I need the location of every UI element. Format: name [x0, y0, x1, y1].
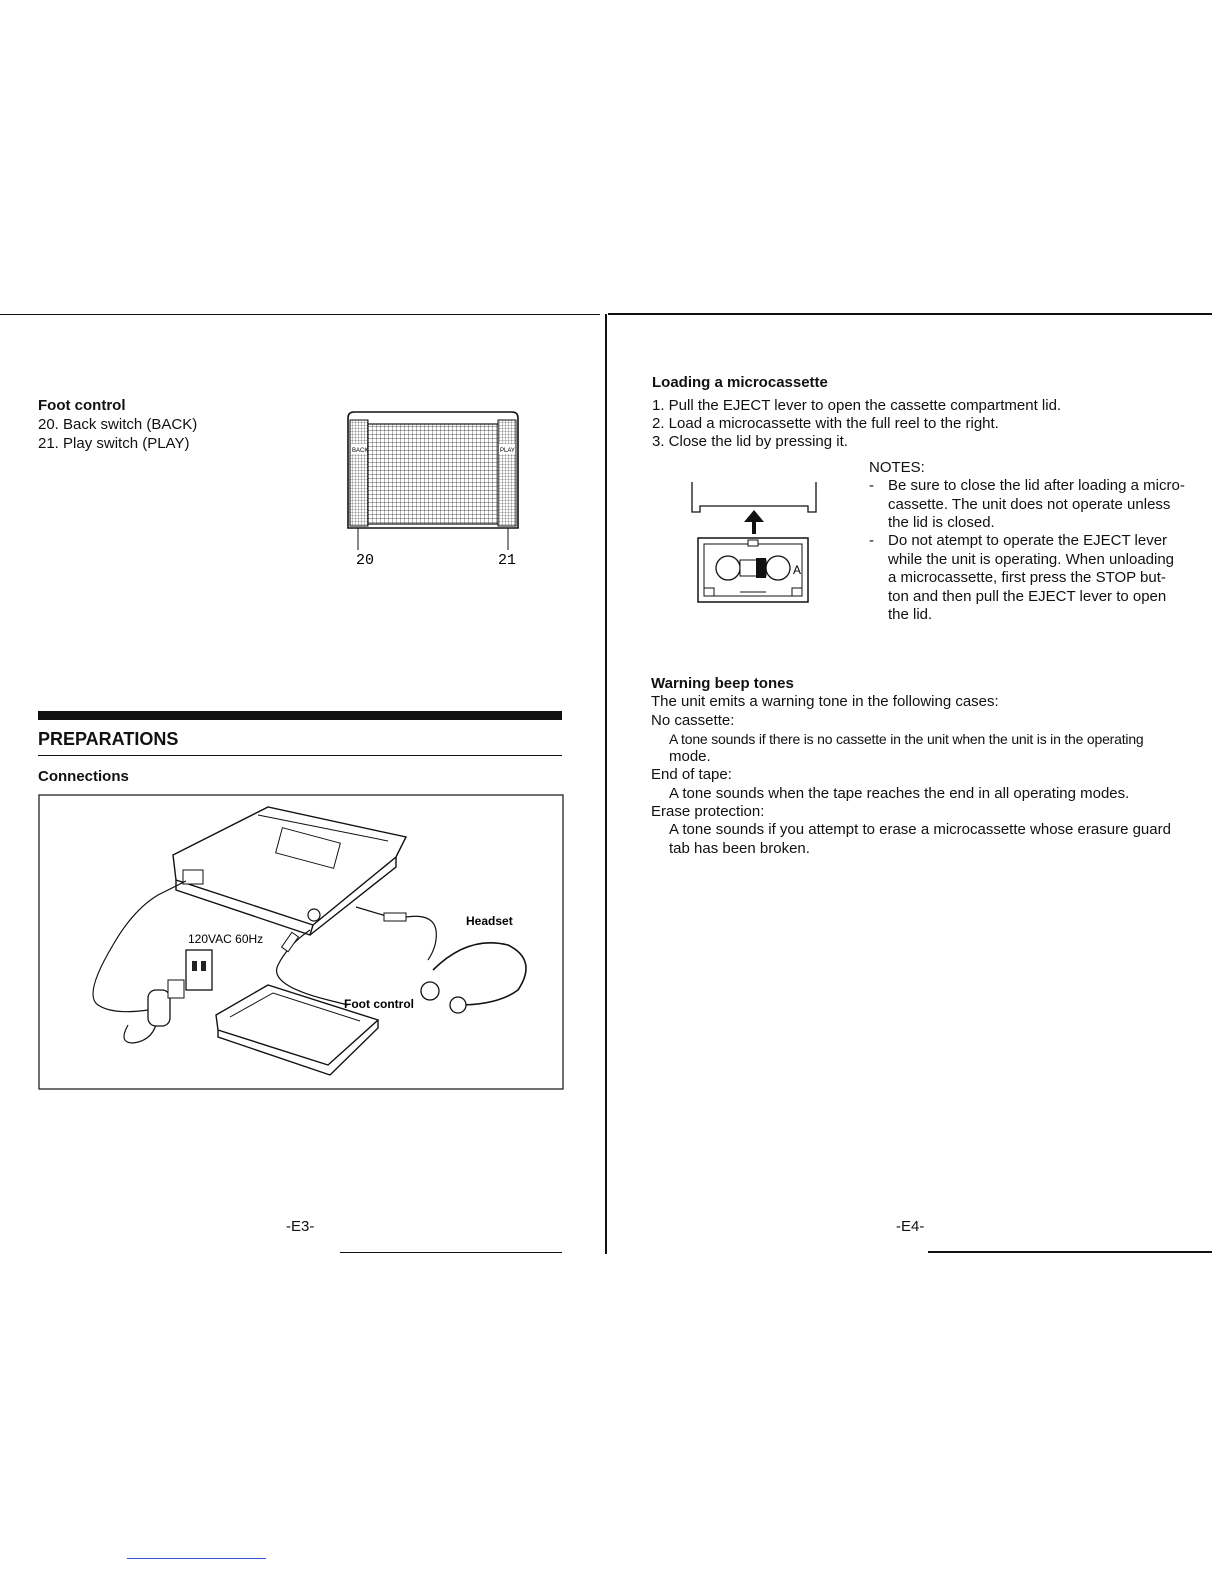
- foot-control-item-20: 20. Back switch (BACK): [38, 416, 198, 433]
- top-rule-right: [608, 313, 1212, 315]
- note-2-line-3: a microcassette, first press the STOP but-: [888, 569, 1166, 586]
- page-number-left: -E3-: [286, 1218, 315, 1235]
- loading-step-3: 3. Close the lid by pressing it.: [652, 433, 848, 450]
- case-3-title: Erase protection:: [651, 803, 765, 820]
- case-2-title: End of tape:: [651, 766, 732, 783]
- note-2-line-1: Do not atempt to operate the EJECT lever: [888, 532, 1168, 549]
- notes-title: NOTES:: [869, 459, 925, 476]
- center-divider: [605, 314, 607, 1254]
- footer-link-line: [127, 1558, 266, 1559]
- cassette-side-label: A: [793, 563, 802, 577]
- play-switch-label: PLAY: [500, 448, 515, 454]
- preparations-title: PREPARATIONS: [38, 729, 179, 749]
- case-2-line-1: A tone sounds when the tape reaches the end in all operating modes.: [669, 785, 1130, 802]
- note-2-line-4: ton and then pull the EJECT lever to open: [888, 588, 1167, 605]
- loading-heading: Loading a microcassette: [652, 374, 828, 391]
- note-1-dash: -: [869, 477, 874, 494]
- loading-step-2: 2. Load a microcassette with the full reel to the right.: [652, 415, 999, 432]
- case-1-line-1: A tone sounds if there is no cassette in the unit when the unit is in the operating: [669, 731, 1144, 747]
- callout-20: 20: [356, 552, 375, 569]
- bottom-rule-left: [340, 1252, 562, 1253]
- back-switch-label: BACK: [352, 448, 369, 454]
- note-1-line-3: the lid is closed.: [888, 514, 995, 531]
- warning-intro: The unit emits a warning tone in the following cases:: [651, 693, 999, 710]
- note-1-line-2: cassette. The unit does not operate unless: [888, 496, 1171, 513]
- bottom-rule-right: [928, 1251, 1212, 1253]
- wall-outlet: [186, 950, 212, 990]
- headset-label: Headset: [466, 914, 513, 928]
- foot-control-figure: [340, 410, 530, 570]
- note-2-line-5: the lid.: [888, 606, 933, 623]
- up-arrow-icon: [744, 510, 764, 534]
- note-2-line-2: while the unit is operating. When unloading: [888, 551, 1175, 568]
- note-2-dash: -: [869, 532, 874, 549]
- case-3-line-1: A tone sounds if you attempt to erase a microcassette whose erasure guard: [669, 821, 1171, 838]
- callout-21: 21: [498, 552, 517, 569]
- page-number-right: -E4-: [896, 1218, 925, 1235]
- case-1-title: No cassette:: [651, 712, 735, 729]
- connections-figure: [38, 795, 564, 1090]
- case-3-line-2: tab has been broken.: [669, 840, 810, 857]
- foot-control-heading: Foot control: [38, 397, 126, 414]
- loading-step-1: 1. Pull the EJECT lever to open the cassette compartment lid.: [652, 397, 1062, 414]
- case-1-line-2: mode.: [669, 748, 711, 765]
- foot-control-item-21: 21. Play switch (PLAY): [38, 435, 190, 452]
- microcassette-figure: [690, 482, 820, 607]
- headset-earpiece-right: [450, 997, 466, 1013]
- foot-control-label: Foot control: [344, 997, 414, 1011]
- connections-heading: Connections: [38, 768, 129, 785]
- headset-earpiece-left: [421, 982, 439, 1000]
- power-label: 120VAC 60Hz: [188, 932, 264, 946]
- preparations-underline: [38, 755, 562, 756]
- preparations-thick-bar: [38, 711, 562, 720]
- adapter-body: [148, 990, 170, 1026]
- top-rule-left: [0, 314, 600, 315]
- warning-heading: Warning beep tones: [651, 675, 794, 692]
- note-1-line-1: Be sure to close the lid after loading a micro-: [888, 477, 1185, 494]
